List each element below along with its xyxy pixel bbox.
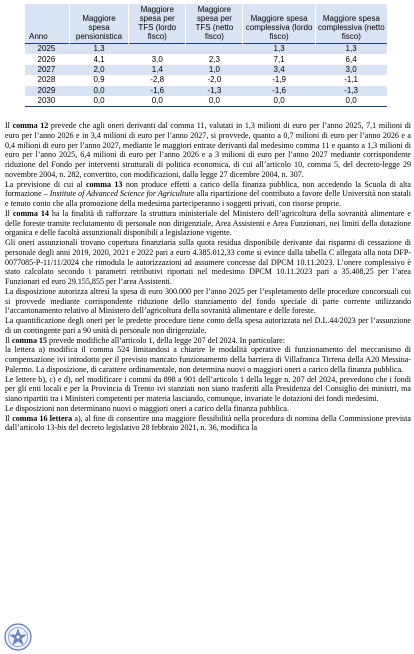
paragraph-comma-16 [5,414,411,434]
text-run-italic: bis [57,423,67,433]
table-cell: -1,6 [243,86,315,96]
table-cell: 0,0 [69,96,128,107]
table-cell: -1,3 [315,86,387,96]
table-cell: 0,0 [69,86,128,96]
table-cell: 3,4 [243,65,315,75]
table-cell-year: 2025 [25,44,69,55]
table-cell: -1,6 [129,86,186,96]
text-run: alla ripartizione del contributo a favore delle Università non statali e tenuto conto che alla promozione della medesima parteciperanno i soggetti privati, con risorse proprie. [5,189,411,208]
table-header-col-5: Maggiore spesa complessiva (netto fisco) [315,4,387,44]
text-run-bold: comma 15 [11,335,48,345]
table-cell-year: 2026 [37,54,56,64]
paragraph-comma-15 [5,336,411,346]
text-run: Il [5,335,12,345]
table-cell-year: 2029 [25,86,69,96]
table-header-col-3: Maggiore spesa per TFS (netto fisco) [186,4,243,44]
table-cell: 4,1 [93,54,105,64]
table-cell: -1,3 [186,86,243,96]
table-cell: 3,0 [315,65,387,75]
table-row [25,44,387,55]
table-cell: 2,0 [69,65,128,75]
table-row [25,86,387,96]
table-cell: 0,9 [93,75,105,85]
paragraph-lettere-bcd: Le lettere b), c) e d), nel modificare i commi da 898 a 901 dell’articolo 1 della legge n. 207 del 2024, prevedono che i fondi per gli enti locali e per la Provincia di Trento ivi stanziati non siano trasferiti alla Presidenza del Consiglio dei ministri, ma siano ripartiti tra i Ministeri competenti per materia lasciando, comunque, invariate le dotazioni dei fondi medesimi. [5,374,411,403]
text-run: del decreto legislativo 28 febbraio 2021, n. 36, modifica la [66,423,258,433]
table-cell: 1,0 [186,65,243,75]
table-cell: 1,3 [243,44,315,55]
text-run: ha la finalità di rafforzare la struttura ministeriale del Ministero dell’agricoltura della sovranità alimentare e delle foreste tramite reclutamento di personale non dirigenziale, Area Assistenti e Area Funzionari, nei limiti della dotazione organica e delle facoltà assunzionali disponibili a legislazione vigente. [5,208,411,238]
table-cell: 7,1 [273,54,285,64]
table-cell: 0,0 [315,96,387,107]
table-cell: 0,0 [129,96,186,107]
table-header-row [25,4,387,44]
table-row [25,65,387,75]
table-cell: 1,3 [69,44,128,55]
text-run-bold: comma 13 [85,179,123,189]
table-row [25,96,387,107]
table-cell: -1,1 [344,75,358,85]
text-run-bold: comma 16 lettera [12,413,73,423]
table-cell: 3,0 [151,54,163,64]
text-run: prevede che agli oneri derivanti dal comma 11, valutati in 1,3 milioni di euro per l’anno 2025, 7,1 milioni di euro per l’anno 2026 e in 3,4 milioni di euro per l’anno 2027, si provvede, quanto a 0,7 milioni di euro per l’anno 2026 e a 0,4 milioni di euro per l’anno 2027, mediante le maggiori entrate derivanti dal medesimo comma 11 e quanto a 1,3 milioni di euro per l’anno 2025, 6,4 milioni di euro per l’anno 2026 e a 3 milioni di euro per l’anno 2027 mediante corrispondente riduzione del Fondo per interventi strutturali di politica economica, di cui all’articolo 10, comma 5, del decreto-legge 29 novembre 2004, n. 282, convertito, con modificazioni, dalla legge 27 dicembre 2004, n. 307. [5,121,411,179]
text-run-bold: comma 14 [12,208,49,218]
paragraph-lettera-a: la lettera a) modifica il comma 524 limitandosi a chiarire le modalità operative di funzionamento del meccanismo di compensazione ivi introdotto per il previsto mancato funzionamento della barriera di Villafranca Tirrena della A20 Messina-Palermo. La disposizione, di carattere ordinamentale, non determina nuovi o maggiori oneri a carico della finanza pubblica. [5,345,411,374]
table-cell: -1,9 [272,75,286,85]
text-run: La previsione di cui al [5,179,86,189]
text-run: Il [5,413,13,423]
table-header-year: Anno [25,4,69,44]
text-run-italic: Institute of Advanced Science for Agriculture [49,189,195,199]
table-header-col-4: Maggiore spesa complessiva (lordo fisco) [243,4,315,44]
table-cell-year: 2028 [37,75,56,85]
paragraph-comma-14 [5,209,411,238]
paragraph-quantificazione: La quantificazione degli oneri per le predette procedure tiene conto della spesa autorizzata nel D.L.44/2023 per l’assunzione di un contingente pari a 90 unità di personale non dirigenziale. [5,316,411,335]
body-text [5,121,411,433]
table-cell: 6,4 [345,54,357,64]
paragraph-comma-12 [5,121,411,180]
paragraph-no-oneri: Le disposizioni non determinano nuovi o maggiori oneri a carico della finanza pubblica. [5,403,290,413]
table-cell: 0,0 [243,96,315,107]
table-cell: -2,8 [150,75,165,85]
table-cell: -2,0 [207,75,222,85]
paragraph-spesa: La disposizione autorizza altresì la spesa di euro 300.000 per l’anno 2025 per l’espletamento delle procedure concorsuali cui si provvede mediante corrispondente riduzione dello stanziamento del fondo speciale di parte corrente utilizzando l’accantonamento relativo al Ministero dell’agricoltura della sovranità alimentare e delle foreste. [5,286,411,316]
table-cell: 0,0 [186,96,243,107]
table-row [25,75,387,85]
table-cell-year: 2030 [25,96,69,107]
table-cell: 1,3 [315,44,387,55]
text-run: Il [5,121,13,130]
text-run: prevede modifiche all’articolo 1, della legge 207 del 2024. In particolare: [47,335,285,345]
table-cell [129,44,186,55]
table-cell: 1,4 [129,65,186,75]
table-cell [186,44,243,55]
text-run: Il [5,208,13,218]
table-cell: 2,3 [208,54,220,64]
text-run: a), al fine di consentire una maggiore flessibilità nella procedura di nomina della Commissione prevista dall’articolo 13- [5,413,411,433]
text-run: non produce effetti a carico della finanza pubblica, non accedendo la Scuola di alta formazione – [5,179,411,199]
paragraph-comma-13 [5,180,411,209]
table-row [25,54,387,64]
text-run-bold: comma 12 [12,121,49,130]
table-header-col-1: Maggiore spesa pensionistica [69,4,128,44]
table-header-col-2: Maggiore spesa per TFS (lordo fisco) [129,4,186,44]
paragraph-oneri: Gli oneri assunzionali trovano copertura finanziaria sulla quota residua disponibile derivante dai risparmi di cessazione di personale degli anni 2019, 2020, 2021 e 2022 pari a euro 4.385.012,33 come si evince dalla tabella C allegata alla nota DFP-0077085-P-11/11/2024 che rimodula le autorizzazioni ad assumere concesse dal DPCM 10.11.2023. L’onere complessivo è stato calcolato secondo i parametri retributivi riportati nel medesimo DPCM 10.11.2023 pari a 35.408,25 per l’area Funzionari ed euro 29.155,855 per l’area Assistenti. [5,238,411,286]
table-cell-year: 2027 [25,65,69,75]
emblem-logo [4,623,32,651]
cost-table [25,4,387,107]
